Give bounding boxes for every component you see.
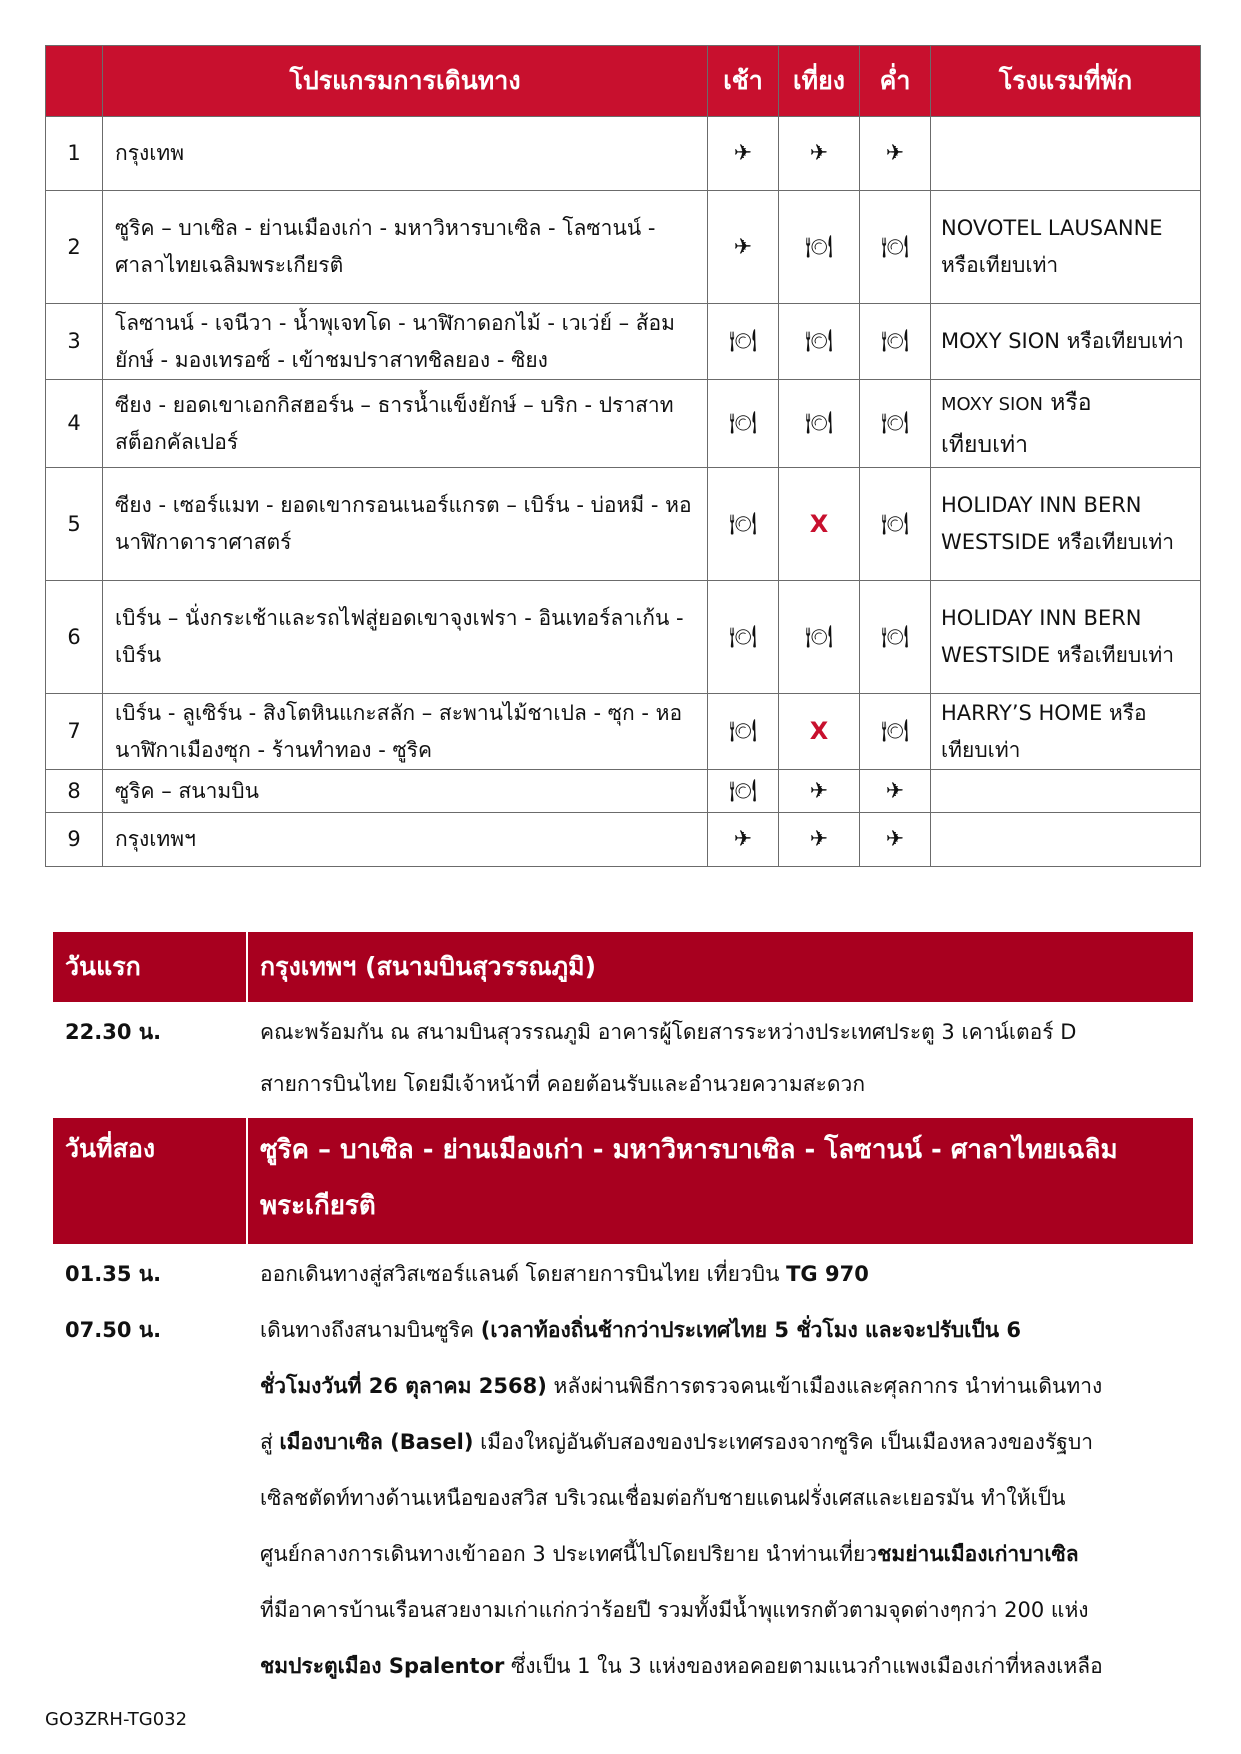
hotel-name: MOXY SION <box>941 393 1043 415</box>
program-cell: ซียง - ยอดเขาเอกกิสฮอร์น – ธารน้ำแข็งยักษ์ – บริก - ปราสาทสต็อกคัลเปอร์ <box>103 380 708 468</box>
no-meal-x: X <box>779 694 860 770</box>
plane-icon: ✈ <box>779 813 860 867</box>
plane-icon: ✈ <box>779 117 860 191</box>
entry-line: ศูนย์กลางการเดินทางเข้าออก 3 ประเทศนี้ไปโดยปริยาย นำท่านเที่ยวชมย่านเมืองเก่าบาเซิล <box>260 1542 1079 1566</box>
hotel-cell <box>931 380 1201 468</box>
day-number: 8 <box>46 770 103 813</box>
day2-label: วันที่สอง <box>53 1118 248 1244</box>
program-cell: โลซานน์ - เจนีวา - น้ำพุเจทโด - นาฬิกาดอกไม้ - เวเว่ย์ – ส้อมยักษ์ - มองเทรอซ์ - เข้าชมปราสาทชิลยอง - ซิยง <box>103 304 708 380</box>
document-code: GO3ZRH-TG032 <box>45 1709 188 1730</box>
day1-title: กรุงเทพฯ (สนามบินสุวรรณภูมิ) <box>260 952 596 981</box>
meal-icon: 🍽 <box>708 468 779 581</box>
program-cell: เบิร์น – นั่งกระเช้าและรถไฟสู่ยอดเขาจุงเฟรา - อินเทอร์ลาเก้น - เบิร์น <box>103 581 708 694</box>
entry-text <box>248 1302 1193 1694</box>
entry-line: สายการบินไทย โดยมีเจ้าหน้าที่ คอยต้อนรับและอำนวยความสะดวก <box>260 1072 866 1096</box>
day-number: 4 <box>46 380 103 468</box>
hotel-tail: เทียบเท่า <box>941 431 1029 458</box>
entry-time: 01.35 น. <box>65 1262 162 1286</box>
meal-icon: 🍽 <box>860 694 931 770</box>
meal-icon: 🍽 <box>860 468 931 581</box>
itinerary-table <box>45 45 1201 867</box>
entry-line: ที่มีอาคารบ้านเรือนสวยงามเก่าแก่กว่าร้อยปี รวมทั้งมีน้ำพุแทรกตัวตามจุดต่างๆกว่า 200 แห่ง <box>260 1598 1089 1622</box>
hotel-suffix: หรือ <box>1042 389 1092 416</box>
table-row <box>46 468 1201 581</box>
entry-line: คณะพร้อมกัน ณ สนามบินสุวรรณภูมิ อาคารผู้โดยสารระหว่างประเทศประตู 3 เคาน์เตอร์ D <box>260 1020 1077 1044</box>
entry-time: 22.30 น. <box>65 1020 162 1044</box>
hotel-cell: NOVOTEL LAUSANNE หรือเทียบเท่า <box>931 191 1201 304</box>
day-number: 2 <box>46 191 103 304</box>
day1-entry <box>53 1006 1193 1110</box>
meal-icon: 🍽 <box>860 380 931 468</box>
table-row <box>46 770 1201 813</box>
day-number: 9 <box>46 813 103 867</box>
entry-text <box>248 1246 1193 1302</box>
hotel-cell: HOLIDAY INN BERN WESTSIDE หรือเทียบเท่า <box>931 468 1201 581</box>
plane-icon: ✈ <box>860 813 931 867</box>
program-cell: กรุงเทพ <box>103 117 708 191</box>
day2-title-line: พระเกียรติ <box>260 1191 376 1221</box>
day-details <box>53 932 1193 1694</box>
meal-icon: 🍽 <box>779 380 860 468</box>
header-program: โปรแกรมการเดินทาง <box>103 46 708 117</box>
program-cell: เบิร์น - ลูเซิร์น - สิงโตหินแกะสลัก – สะพานไม้ชาเปล - ซุก - หอนาฬิกาเมืองซุก - ร้านทำทอง - ซูริค <box>103 694 708 770</box>
day2-header <box>53 1118 1193 1244</box>
entry-line: ชมประตูเมือง Spalentor ซึ่งเป็น 1 ใน 3 แห่งของหอคอยตามแนวกำแพงเมืองเก่าที่หลงเหลือ <box>260 1654 1103 1678</box>
meal-icon: 🍽 <box>860 581 931 694</box>
day2-title-line: ซูริค – บาเซิล - ย่านเมืองเก่า - มหาวิหารบาเซิล - โลซานน์ - ศาลาไทยเฉลิม <box>260 1135 1118 1165</box>
table-row <box>46 813 1201 867</box>
header-dinner: ค่ำ <box>860 46 931 117</box>
entry-line: ชั่วโมงวันที่ 26 ตุลาคม 2568) หลังผ่านพิธีการตรวจคนเข้าเมืองและศุลกากร นำท่านเดินทาง <box>260 1374 1103 1398</box>
entry-line: เซิลชตัดท์ทางด้านเหนือของสวิส บริเวณเชื่อมต่อกับชายแดนฝรั่งเศสและเยอรมัน ทำให้เป็น <box>260 1486 1066 1510</box>
hotel-cell <box>931 813 1201 867</box>
meal-icon: 🍽 <box>708 770 779 813</box>
hotel-cell: HARRY’S HOME หรือเทียบเท่า <box>931 694 1201 770</box>
header-hotel: โรงแรมที่พัก <box>931 46 1201 117</box>
table-row <box>46 380 1201 468</box>
meal-icon: 🍽 <box>779 304 860 380</box>
meal-icon: 🍽 <box>860 191 931 304</box>
header-day <box>46 46 103 117</box>
day-number: 5 <box>46 468 103 581</box>
plane-icon: ✈ <box>708 191 779 304</box>
day2-title <box>248 1118 1193 1244</box>
entry-line: ออกเดินทางสู่สวิสเซอร์แลนด์ โดยสายการบินไทย เที่ยวบิน <box>260 1262 787 1286</box>
table-row <box>46 581 1201 694</box>
hotel-cell: HOLIDAY INN BERN WESTSIDE หรือเทียบเท่า <box>931 581 1201 694</box>
day1-label: วันแรก <box>53 932 248 1002</box>
program-cell: กรุงเทพฯ <box>103 813 708 867</box>
day2-entry-departure <box>53 1246 1193 1302</box>
meal-icon: 🍽 <box>779 581 860 694</box>
plane-icon: ✈ <box>860 770 931 813</box>
plane-icon: ✈ <box>860 117 931 191</box>
header-breakfast: เช้า <box>708 46 779 117</box>
meal-icon: 🍽 <box>708 380 779 468</box>
flight-number: TG 970 <box>786 1262 869 1286</box>
meal-icon: 🍽 <box>779 191 860 304</box>
day-number: 1 <box>46 117 103 191</box>
meal-icon: 🍽 <box>708 304 779 380</box>
day2-entry-arrival <box>53 1302 1193 1694</box>
plane-icon: ✈ <box>779 770 860 813</box>
table-row <box>46 304 1201 380</box>
hotel-cell: MOXY SION หรือเทียบเท่า <box>931 304 1201 380</box>
entry-time: 07.50 น. <box>65 1318 162 1342</box>
meal-icon: 🍽 <box>860 304 931 380</box>
entry-text <box>248 1006 1193 1110</box>
day-number: 3 <box>46 304 103 380</box>
meal-icon: 🍽 <box>708 581 779 694</box>
day-number: 6 <box>46 581 103 694</box>
table-header-row <box>46 46 1201 117</box>
entry-line: สู่ เมืองบาเซิล (Basel) เมืองใหญ่อันดับสองของประเทศรองจากซูริค เป็นเมืองหลวงของรัฐบา <box>260 1430 1093 1454</box>
header-lunch: เที่ยง <box>779 46 860 117</box>
program-cell: ซียง - เซอร์แมท - ยอดเขากรอนเนอร์แกรต – เบิร์น - บ่อหมี - หอนาฬิกาดาราศาสตร์ <box>103 468 708 581</box>
day-number: 7 <box>46 694 103 770</box>
hotel-cell <box>931 770 1201 813</box>
table-row <box>46 694 1201 770</box>
meal-icon: 🍽 <box>708 694 779 770</box>
table-row <box>46 191 1201 304</box>
day1-header <box>53 932 1193 1002</box>
entry-line: เดินทางถึงสนามบินซูริค (เวลาท้องถิ่นช้ากว่าประเทศไทย 5 ชั่วโมง และจะปรับเป็น 6 <box>260 1318 1022 1342</box>
program-cell: ซูริค – สนามบิน <box>103 770 708 813</box>
plane-icon: ✈ <box>708 117 779 191</box>
no-meal-x: X <box>779 468 860 581</box>
hotel-cell <box>931 117 1201 191</box>
plane-icon: ✈ <box>708 813 779 867</box>
program-cell: ซูริค – บาเซิล - ย่านเมืองเก่า - มหาวิหารบาเซิล - โลซานน์ - ศาลาไทยเฉลิมพระเกียรติ <box>103 191 708 304</box>
table-row <box>46 117 1201 191</box>
